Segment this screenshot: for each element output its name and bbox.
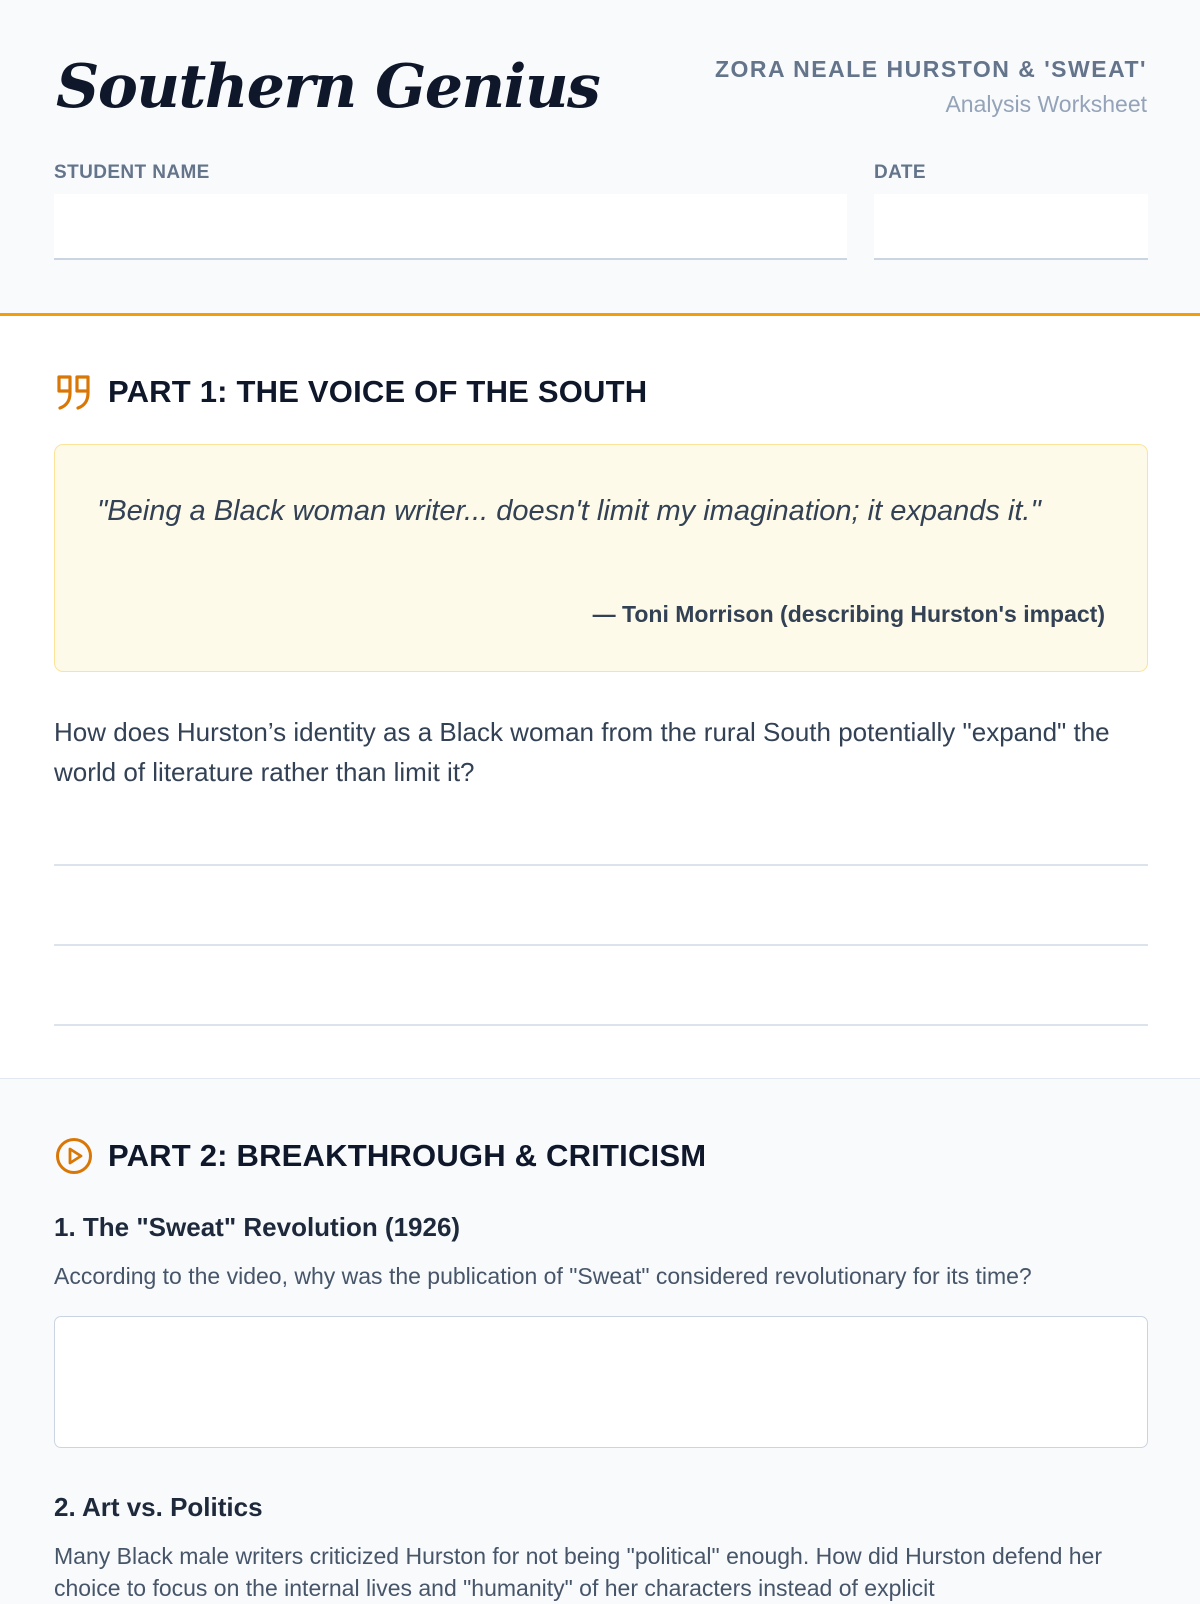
student-name-label: STUDENT NAME (54, 162, 210, 183)
date-label: DATE (874, 162, 926, 183)
header-meta (715, 56, 1147, 118)
worksheet-topic: ZORA NEALE HURSTON & 'SWEAT' (714, 56, 1147, 82)
play-circle-icon (54, 1136, 94, 1176)
quote-icon (54, 372, 94, 412)
question-1-answer-box[interactable] (54, 1316, 1148, 1448)
brand-title: Southern Genius (56, 52, 600, 122)
part1-heading (54, 372, 647, 412)
quote-attribution: — Toni Morrison (describing Hurston's impact) (592, 601, 1105, 627)
quote-card (54, 444, 1148, 672)
student-name-field[interactable] (54, 194, 847, 260)
part1-title: PART 1: THE VOICE OF THE SOUTH (108, 374, 648, 409)
question-1-heading: 1. The "Sweat" Revolution (1926) (54, 1212, 461, 1242)
worksheet-header (0, 0, 1200, 316)
question-2-heading: 2. Art vs. Politics (54, 1492, 263, 1522)
worksheet-type: Analysis Worksheet (945, 91, 1147, 117)
part2-section (0, 1080, 1200, 1600)
answer-line-1[interactable] (54, 864, 1148, 866)
question-2-text: Many Black male writers criticized Hurston for not being "political" enough. How did Hurston defend her choice to focus on the internal lives and "humanity" of her characters instead of explicit (54, 1543, 1102, 1601)
quote-text: "Being a Black woman writer... doesn't limit my imagination; it expands it." (97, 495, 1041, 527)
part1-section (0, 316, 1200, 1079)
date-field[interactable] (874, 194, 1148, 260)
part1-prompt: How does Hurston’s identity as a Black woman from the rural South potentially "expand" the world of literature rather than limit it? (54, 717, 1110, 787)
answer-line-3[interactable] (54, 1024, 1148, 1026)
part2-title: PART 2: BREAKTHROUGH & CRITICISM (108, 1138, 707, 1173)
answer-line-2[interactable] (54, 944, 1148, 946)
question-1-text: According to the video, why was the publication of "Sweat" considered revolutionary for its time? (54, 1263, 1032, 1289)
part2-heading (54, 1136, 706, 1176)
